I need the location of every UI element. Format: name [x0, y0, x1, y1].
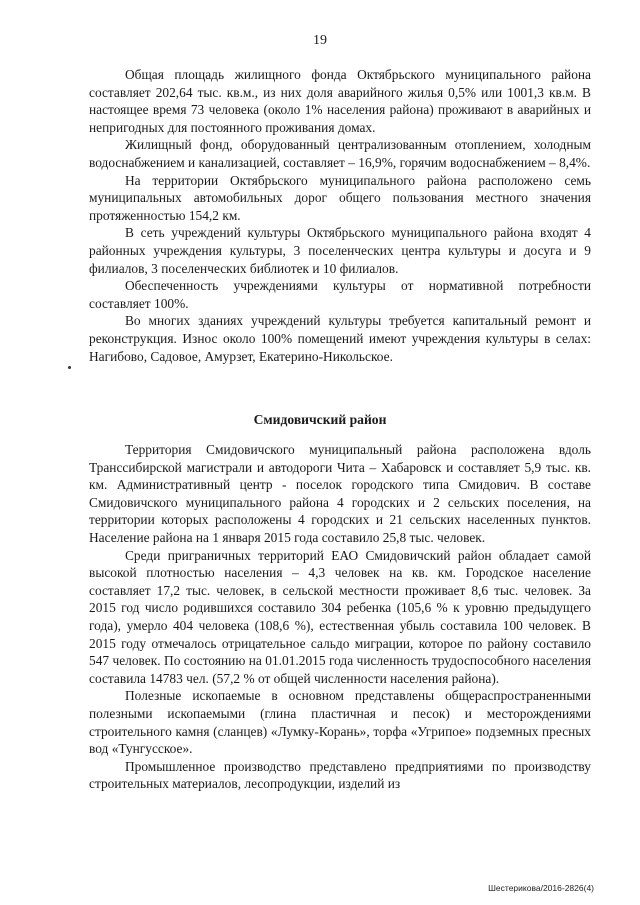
paragraph: Полезные ископаемые в основном представлены общераспространенными полезными ископаемыми (глина пластичная и песок) и месторождениями строительного камня (сланцев) «Лумку-Корань», торфа «Угрипое» подземных пресных вод «Тунгусское». — [89, 688, 591, 757]
paragraph: Жилищный фонд, оборудованный централизованным отоплением, холодным водоснабжением и канализацией, составляет – 16,9%, горячим водоснабжением – 8,4%. — [89, 137, 591, 170]
section-heading: Смидовичский район — [253, 412, 387, 427]
section-smidovichsky-text — [89, 441, 591, 793]
paragraph: В сеть учреждений культуры Октябрьского муниципального района входят 4 районных учреждения культуры, 3 поселенческих центра культуры и досуга и 9 филиалов, 3 поселенческих библиотек и 10 филиалов. — [89, 225, 591, 276]
paragraph: Промышленное производство представлено предприятиями по производству строительных материалов, лесопродукции, изделий из — [89, 758, 591, 792]
paragraph: Во многих зданиях учреждений культуры требуется капитальный ремонт и реконструкция. Износ около 100% помещений имеют учреждения культуры в селах: Нагибово, Садовое, Амурзет, Екатерино-Никольское. — [89, 313, 591, 364]
paragraph: Обеспеченность учреждениями культуры от нормативной потребности составляет 100%. — [89, 278, 591, 311]
page-number: 19 — [313, 33, 327, 48]
paragraph: Среди приграничных территорий ЕАО Смидовичский район обладает самой высокой плотностью населения – 4,3 человек на кв. км. Городское население составляет 17,2 тыс. человек, в сельской местности проживает 8,6 тыс. человек. За 2015 год число родившихся составило 304 ребенка (105,6 % к уровню предыдущего года), умерло 404 человека (108,6 %), естественная убыль составила 100 человек. В 2015 году отмечалось отрицательное сальдо миграции, которое по району составило 547 человек. По состоянию на 01.01.2015 года численность трудоспособного населения составила 14783 чел. (57,2 % от общей численности населения района). — [89, 547, 591, 686]
section-octyabrsky-text — [89, 66, 591, 365]
document-reference-footer: Шестерикова/2016-2826(4) — [488, 883, 594, 893]
paragraph: Общая площадь жилищного фонда Октябрьского муниципального района составляет 202,64 тыс. кв.м., из них доля аварийного жилья 0,5% или 1001,3 кв.м. В настоящее время 73 человека (около 1% населения района) проживают в аварийных и непригодных для постоянного проживания домах. — [89, 67, 591, 135]
paragraph: На территории Октябрьского муниципального района расположено семь муниципальных автомобильных дорог общего пользования местного значения протяженностью 154,2 км. — [89, 172, 591, 223]
scan-dot-mark — [68, 366, 71, 369]
paragraph: Территория Смидовичского муниципальный района расположена вдоль Транссибирской магистрали и автодороги Чита – Хабаровск и составляет 5,9 тыс. кв. км. Административный центр - поселок городского типа Смидович. В составе Смидовичского муниципального района 4 городских и 2 сельских поселения, на территории которых расположены 4 городских и 21 сельских населенных пунктов. Население района на 1 января 2015 года составило 25,8 тыс. человек. — [89, 442, 591, 545]
